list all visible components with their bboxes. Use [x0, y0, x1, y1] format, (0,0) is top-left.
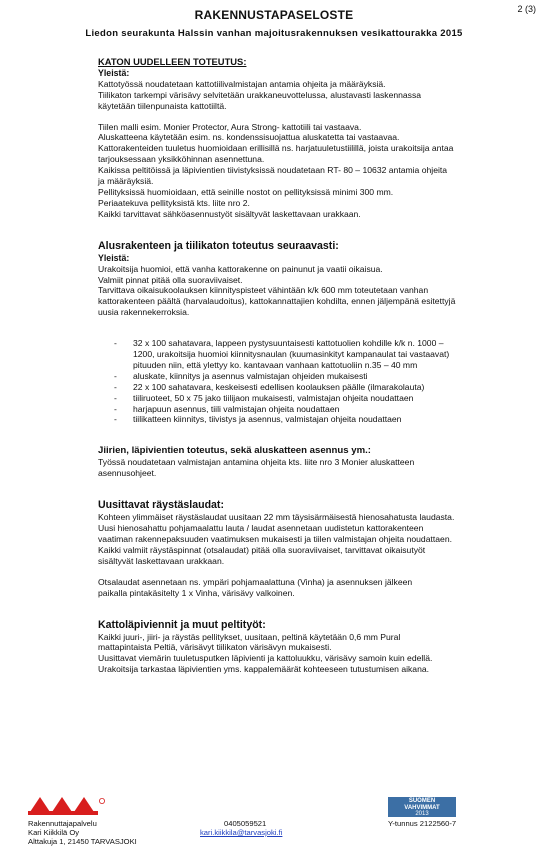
text-line: Kaikki valmiit räystäspinnat (otsalaudat) pitää olla suoraviivaiset, tarvittavat oikaisutyöt [98, 544, 426, 555]
text-line: käytetään tiilenpunaista kattotiiltä. [98, 100, 227, 111]
text-line: Kattorakenteiden tuuletus huomioidaan erillisillä ns. harjatuuletustiilillä, joista urakoitsija antaa [98, 143, 454, 154]
list-item-line: tiiliruoteet, 50 x 75 jako tiilijaon mukaisesti, valmistajan ohjeita noudattaen [133, 392, 414, 403]
text-line: Kaikki juuri-, jiiri- ja räystäs pellitykset, uusitaan, peltinä käytetään 0,6 mm Pural [98, 631, 401, 642]
text-line: Tarvittava oikaisukoolauksen kiinnityspisteet vähintään k/k 600 mm toteutetaan vanhan [98, 285, 429, 296]
company-line: Alttakuja 1, 21450 TARVASJOKI [28, 837, 137, 846]
page-number: 2 (3) [517, 4, 536, 14]
list-item-line: harjapuun asennus, tiili valmistajan ohjeita noudattaen [133, 403, 340, 414]
section-heading-substructure: Alusrakenteen ja tiilikaton toteutus seuraavasti: [98, 239, 339, 252]
text-line: Otsalaudat asennetaan ns. ympäri pohjamaalattuna (Vinha) ja asennuksen jälkeen [98, 576, 413, 587]
list-item [133, 393, 518, 404]
list-item [133, 404, 518, 415]
section-heading-penetrations: Jiirien, läpivientien toteutus, sekä aluskatteen asennus ym.: [98, 445, 371, 457]
document-subtitle: Liedon seurakunta Halssin vanhan majoitusrakennuksen vesikattourakka 2015 [85, 28, 463, 39]
section-heading-roof: KATON UUDELLEEN TOTEUTUS: [98, 56, 247, 67]
text-line: uusia rakennekerroksia. [98, 307, 190, 318]
text-line: Kaikki tarvittavat sähköasennustyöt sisältyvät laskettavaan urakkaan. [98, 208, 361, 219]
text-line: Kattotyössä noudatetaan kattotiilivalmistajan antamia ohjeita ja määräyksiä. [98, 78, 386, 89]
email-link[interactable]: kari.kiikkila@tarvasjoki.fi [200, 828, 283, 837]
text-line: kattorakenteen päältä (harvalaudoitus), kattokannattajien kohdilta, ennen jäljempänä esitettyjä [98, 296, 456, 307]
text-line: Uusi hienosahattu pohjamaalattu lauta / laudat asennetaan uudistetun kattorakenteen [98, 523, 424, 534]
text-line: ja määräyksiä. [98, 176, 154, 187]
section-heading-eaves: Uusittavat räystäslaudat: [98, 499, 224, 512]
text-line: Tiilen malli esim. Monier Protector, Aura Strong- kattotiili tai vastaava. [98, 121, 362, 132]
text-line: paikalla pintakäsitelty 1 x Vinha, värisävy valkoinen. [98, 587, 295, 598]
text-line: Pellityksissä huomioidaan, että seinille nostot on pellityksissä minimi 300 mm. [98, 186, 394, 197]
text-line: Urakoitsija tarkastaa läpivientien yms. kappalemäärät kohteeseen tutustumisen aikana. [98, 664, 430, 675]
text-line: asennusohjeet. [98, 468, 157, 479]
section-subheading-general: Yleistä: [98, 252, 130, 263]
text-line: mattapintaista Peltiä, värisävyt tiilikaton värisävyn mukaisesti. [98, 642, 332, 653]
list-item-line: pituuden niin, että ylettyy ko. kantavaan vanhaan kattotuoliin n.35 – 40 mm [133, 359, 418, 370]
company-address [28, 819, 137, 846]
section-heading-flashings: Kattoläpiviennit ja muut peltityöt: [98, 618, 266, 631]
text-line: Periaatekuva pellityksistä kts. liite nro 2. [98, 197, 250, 208]
contact-info [200, 819, 282, 837]
strongest-in-finland-badge [388, 797, 456, 817]
text-line: sisältyvät laskettavaan urakkaan. [98, 555, 225, 566]
text-line: Työssä noudatetaan valmistajan antamina ohjeita kts. liite nro 3 Monier aluskatteen [98, 457, 415, 468]
list-item-line: 32 x 100 sahatavara, lappeen pystysuuntaisesti kattotuolien kohdille k/k n. 1000 – [133, 338, 444, 349]
document-title: RAKENNUSTAPASELOSTE [194, 8, 354, 22]
section-subheading-general: Yleistä: [98, 67, 130, 78]
company-line: Kari Kiikkilä Oy [28, 828, 80, 837]
badge-line: VAHVIMMAT [404, 804, 440, 811]
badge-line: SUOMEN [408, 798, 436, 804]
text-line: Kohteen ylimmäiset räystäslaudat uusitaan 22 mm täysisärmäisestä hienosahatusta laudasta. [98, 512, 455, 523]
text-line: Tiilikaton tarkempi värisävy selvitetään urakkaneuvottelussa, alustavasti laskennassa [98, 89, 422, 100]
text-line: Uusittavat viemärin tuuletusputken läpivienti ja kattoluukku, värisävy samoin kuin edellä. [98, 653, 433, 664]
list-item-line: tiilikatteen kiinnitys, tiivistys ja asennus, valmistajan ohjeita noudattaen [133, 414, 402, 425]
company-logo [28, 795, 108, 817]
text-line: Valmiit pinnat pitää olla suoraviivaiset. [98, 274, 243, 285]
document-body [98, 57, 518, 675]
list-item-line: 1200, urakoitsija huomioi kiinnitysnaulan (kuumasinkityt kampanaulat tai vastaavat) [133, 349, 450, 360]
text-line: Kaikissa peltitöissä ja läpivientien tiivistyksissä noudatetaan RT- 80 – 10632 antamia ohjeita [98, 165, 448, 176]
list-item [133, 414, 518, 425]
list-item-line: 22 x 100 sahatavara, keskeisesti edellisen koolauksen päälle (ilmarakolauta) [133, 381, 425, 392]
text-line: Urakoitsija huomioi, että vanha kattorakenne on painunut ja vaatii oikaisua. [98, 263, 383, 274]
list-item [133, 382, 518, 393]
company-line: Rakennuttajapalvelu [28, 819, 97, 828]
work-steps-list [98, 338, 518, 425]
list-item-line: aluskate, kiinnitys ja asennus valmistajan ohjeiden mukaisesti [133, 370, 368, 381]
list-item [133, 371, 518, 382]
phone-number: 0405059521 [224, 819, 267, 828]
badge-year: 2013 [415, 811, 429, 817]
text-line: vaatiman rakennepaksuuden vaatimuksen mukaisesti ja tiilen valmistajan ohjeita noudattaen. [98, 534, 452, 544]
text-line: Aluskatteena käytetään esim. ns. kondenssisuojattua aluskatetta tai vastaavaa. [98, 132, 400, 143]
list-item [133, 338, 518, 371]
business-id: Y-tunnus 2122560-7 [388, 819, 457, 828]
text-line: tarjouksessaan yksikköhinnan asennettuna. [98, 154, 265, 165]
